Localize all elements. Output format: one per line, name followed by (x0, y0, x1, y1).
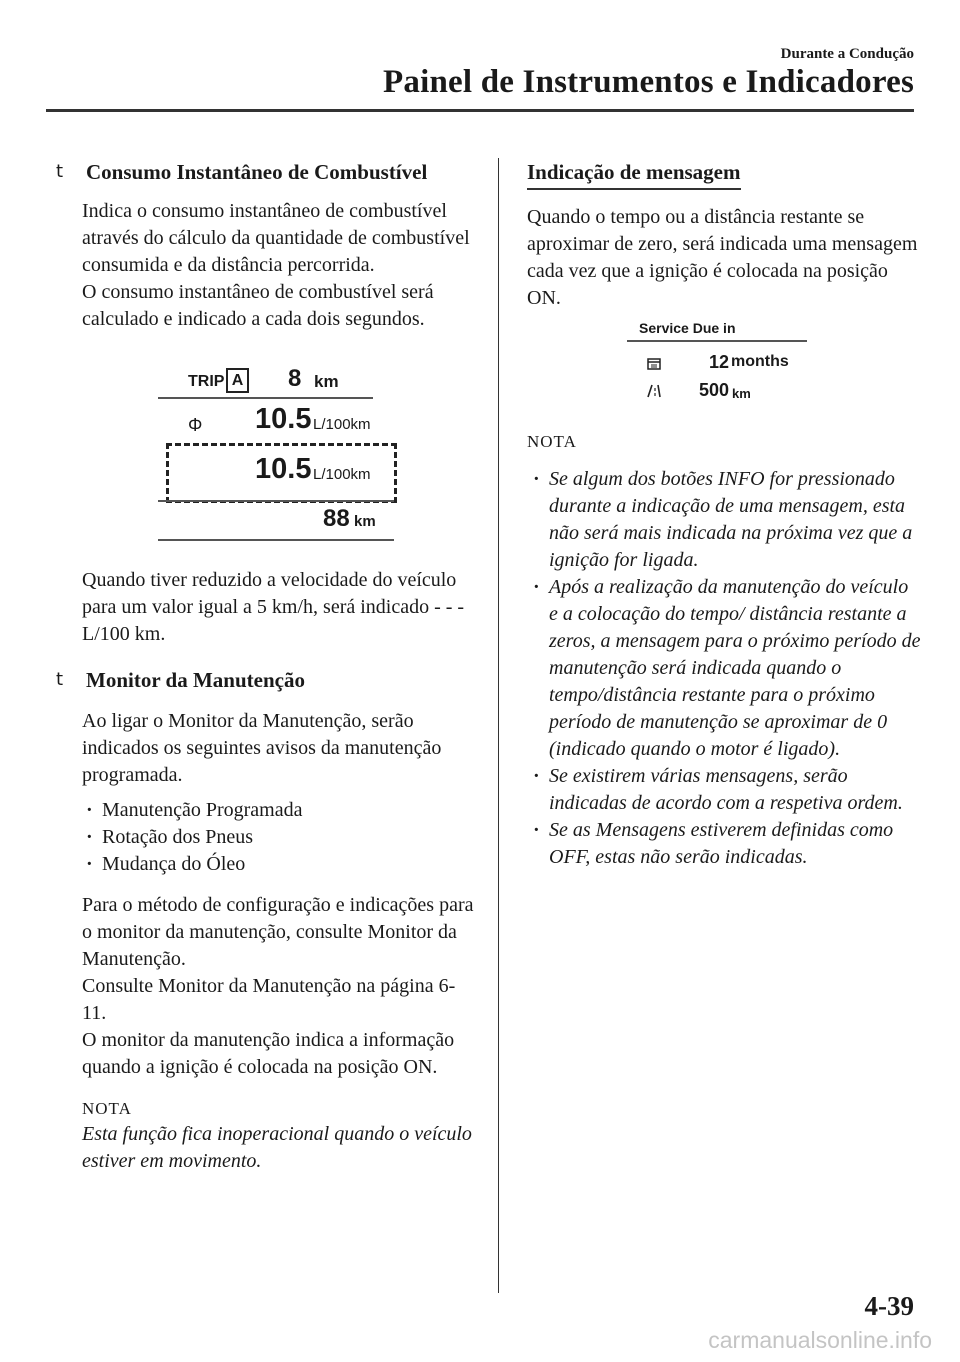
paragraph: Para o método de configuração e indicações para o monitor da manutenção, consulte Monitor da Manutenção. (82, 894, 474, 970)
list-item: · Se as Mensagens estiverem definidas como OFF, estas não serão indicadas. (527, 817, 922, 871)
nota-label: NOTA (82, 1099, 132, 1118)
header-chapter: Durante a Condução (780, 46, 914, 62)
divider-line-icon (158, 498, 398, 504)
service-due-header: Service Due in (639, 320, 736, 336)
months-unit: months (731, 353, 789, 370)
km-unit: km (732, 386, 751, 401)
range-unit: km (354, 513, 376, 530)
section-title-mensagem: Indicação de mensagem (527, 158, 741, 190)
paragraph: Ao ligar o Monitor da Manutenção, serão indicados os seguintes avisos da manutenção programada. (82, 710, 442, 786)
right-column (527, 158, 922, 871)
watermark: carmanualsonline.info (708, 1327, 932, 1353)
divider-line-icon (158, 395, 378, 401)
list-item: · Se existirem várias mensagens, serão indicadas de acordo com a respetiva ordem. (527, 763, 922, 817)
service-due-display (527, 318, 922, 410)
paragraph: Consulte Monitor da Manutenção na página 6-11. (82, 975, 456, 1024)
section-title-text: Monitor da Manutenção (86, 668, 305, 692)
calendar-icon (647, 357, 661, 370)
section-title-consumo (56, 158, 478, 186)
header-rule (46, 109, 914, 112)
list-item: · Manutenção Programada (82, 797, 478, 824)
average-fuel-icon: Φ (188, 415, 203, 435)
instant-value: 10.5 (255, 453, 312, 485)
nota-list (527, 466, 922, 871)
nota-text: Esta função fica inoperacional quando o veículo estiver em movimento. (82, 1123, 472, 1172)
paragraph: O monitor da manutenção indica a informação quando a ignição é colocada na posição ON. (82, 1029, 455, 1078)
section-title-manutencao (56, 666, 478, 694)
page-number: 4-39 (864, 1291, 914, 1321)
instant-unit: L/100km (313, 466, 371, 483)
column-divider (498, 158, 499, 1293)
paragraph: Quando tiver reduzido a velocidade do veículo para um valor igual a 5 km/h, será indicado - - - L/100 km. (82, 569, 465, 645)
average-unit: L/100km (313, 416, 371, 433)
divider-line-icon (158, 537, 398, 543)
fuel-consumption-display (82, 355, 478, 551)
trip-unit: km (314, 372, 339, 391)
road-distance-icon (646, 384, 662, 398)
maintenance-list (82, 797, 478, 878)
average-value: 10.5 (255, 403, 312, 435)
section-marker-icon: t (56, 669, 64, 690)
list-item: · Rotação dos Pneus (82, 824, 478, 851)
trip-letter-box: A (226, 368, 249, 393)
trip-value: 8 (288, 365, 302, 392)
nota-label: NOTA (527, 432, 577, 451)
paragraph: O consumo instantâneo de combustível será calculado e indicado a cada dois segundos. (82, 281, 434, 330)
list-item: · Se algum dos botões INFO for pressionado durante a indicação de uma mensagem, esta não será mais indicada na próxima vez que a ignição for ligada. (527, 466, 922, 574)
km-value: 500 (699, 380, 730, 400)
list-item: · Mudança do Óleo (82, 851, 478, 878)
paragraph: Indica o consumo instantâneo de combustível através do cálculo da quantidade de combustível consumida e da distância percorrida. (82, 200, 470, 276)
list-item: · Após a realização da manutenção do veículo e a colocação do tempo/ distância restante a zeros, a mensagem para o próximo período de manutenção será indicada quando o tempo/distância restante para o próximo período de manutenção se aproximar de 0 (indicado quando o motor é ligado). (527, 574, 922, 763)
section-marker-icon: t (56, 161, 64, 182)
header-title: Painel de Instrumentos e Indicadores (383, 64, 914, 100)
section-title-text: Consumo Instantâneo de Combustível (86, 160, 428, 184)
left-column (56, 158, 478, 1175)
range-value: 88 (323, 505, 350, 532)
divider-line-icon (627, 338, 812, 344)
months-value: 12 (709, 352, 730, 372)
paragraph: Quando o tempo ou a distância restante se aproximar de zero, será indicada uma mensagem cada vez que a ignição é colocada na posição ON. (527, 206, 918, 309)
trip-label: TRIP (188, 373, 225, 390)
